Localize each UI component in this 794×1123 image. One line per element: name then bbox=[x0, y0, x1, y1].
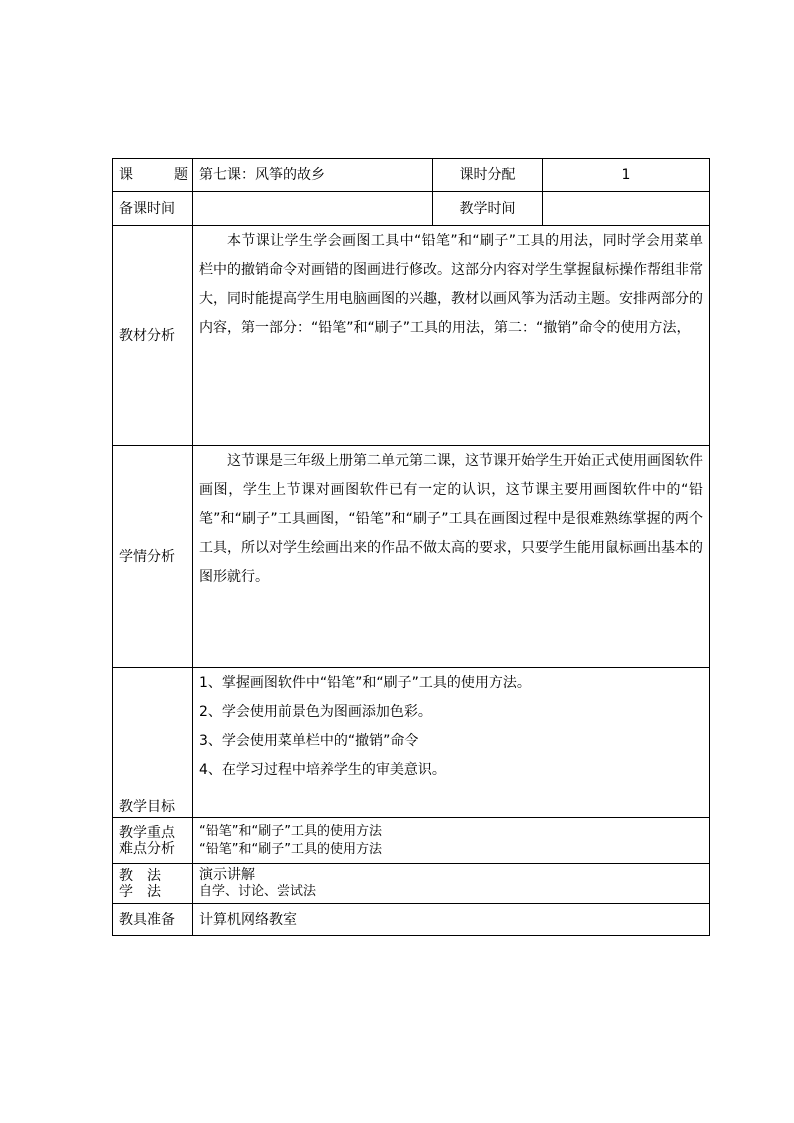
row-title bbox=[113, 159, 710, 192]
label-learn-method-char2: 法 bbox=[147, 883, 161, 900]
row-methods bbox=[113, 864, 710, 904]
methods-cell bbox=[193, 864, 710, 904]
difficult-point-text: “铅笔”和“刷子”工具的使用方法 bbox=[199, 841, 382, 857]
prep-time-value bbox=[193, 192, 433, 226]
label-prep-time: 备课时间 bbox=[113, 192, 193, 226]
teach-method-text: 演示讲解 bbox=[199, 866, 255, 883]
equipment-value: 计算机网络教室 bbox=[193, 904, 710, 936]
materials-cell bbox=[193, 226, 710, 446]
goal-item: 2、学会使用前景色为图画添加色彩。 bbox=[199, 704, 432, 720]
label-difficult: 难点分析 bbox=[119, 840, 175, 857]
goals-cell bbox=[193, 668, 710, 818]
row-students bbox=[113, 446, 710, 668]
lesson-title: 第七课：风筝的故乡 bbox=[193, 159, 433, 192]
label-topic-char1: 课 bbox=[119, 167, 133, 183]
students-text: 这节课是三年级上册第二单元第二课，这节课开始学生开始正式使用画图软件画图，学生上节课对画图软件已有一定的认识，这节课主要用画图软件中的“铅笔”和“刷子”工具画图，“铅笔”和“刷子”工具在画图过程中是很难熟练掌握的两个工具，所以对学生绘画出来的作品不做太高的要求，只要学生能用鼠标画出基本的图形就行。 bbox=[199, 453, 703, 585]
row-goals bbox=[113, 668, 710, 818]
row-materials bbox=[113, 226, 710, 446]
label-materials: 教材分析 bbox=[113, 226, 193, 446]
goal-item: 3、学会使用菜单栏中的“撤销”命令 bbox=[199, 733, 419, 749]
label-methods bbox=[113, 864, 193, 904]
label-key-difficult bbox=[113, 818, 193, 864]
key-points-cell bbox=[193, 818, 710, 864]
label-teach-method-char1: 教 bbox=[119, 867, 133, 884]
materials-text: 本节课让学生学会画图工具中“铅笔”和“刷子”工具的用法，同时学会用菜单栏中的撤销命令对画错的图画进行修改。这部分内容对学生掌握鼠标操作帮组非常大，同时能提高学生用电脑画图的兴趣，教材以画风筝为活动主题。安排两部分的内容，第一部分：“铅笔”和“刷子”工具的用法，第二：“撤销”命令的使用方法， bbox=[199, 233, 703, 336]
label-teach-method-char2: 法 bbox=[147, 867, 161, 884]
label-learn-method-char1: 学 bbox=[119, 883, 133, 900]
key-point-text: “铅笔”和“刷子”工具的使用方法 bbox=[199, 823, 382, 839]
row-time bbox=[113, 192, 710, 226]
label-students: 学情分析 bbox=[113, 446, 193, 668]
label-equipment: 教具准备 bbox=[113, 904, 193, 936]
label-teach-time: 教学时间 bbox=[433, 192, 543, 226]
label-hours: 课时分配 bbox=[433, 159, 543, 192]
hours-value: 1 bbox=[543, 159, 710, 192]
lesson-plan-table bbox=[112, 158, 710, 936]
row-equipment bbox=[113, 904, 710, 936]
students-cell bbox=[193, 446, 710, 668]
row-key-points bbox=[113, 818, 710, 864]
goal-item: 1、掌握画图软件中“铅笔”和“刷子”工具的使用方法。 bbox=[199, 675, 531, 691]
learn-method-text: 自学、讨论、尝试法 bbox=[199, 883, 317, 899]
lesson-plan-sheet bbox=[112, 158, 709, 936]
goal-item: 4、在学习过程中培养学生的审美意识。 bbox=[199, 762, 446, 778]
label-key: 教学重点 bbox=[119, 824, 175, 841]
label-topic bbox=[113, 159, 193, 192]
teach-time-value bbox=[543, 192, 710, 226]
label-goals: 教学目标 bbox=[113, 668, 193, 818]
label-topic-char2: 题 bbox=[174, 167, 188, 183]
